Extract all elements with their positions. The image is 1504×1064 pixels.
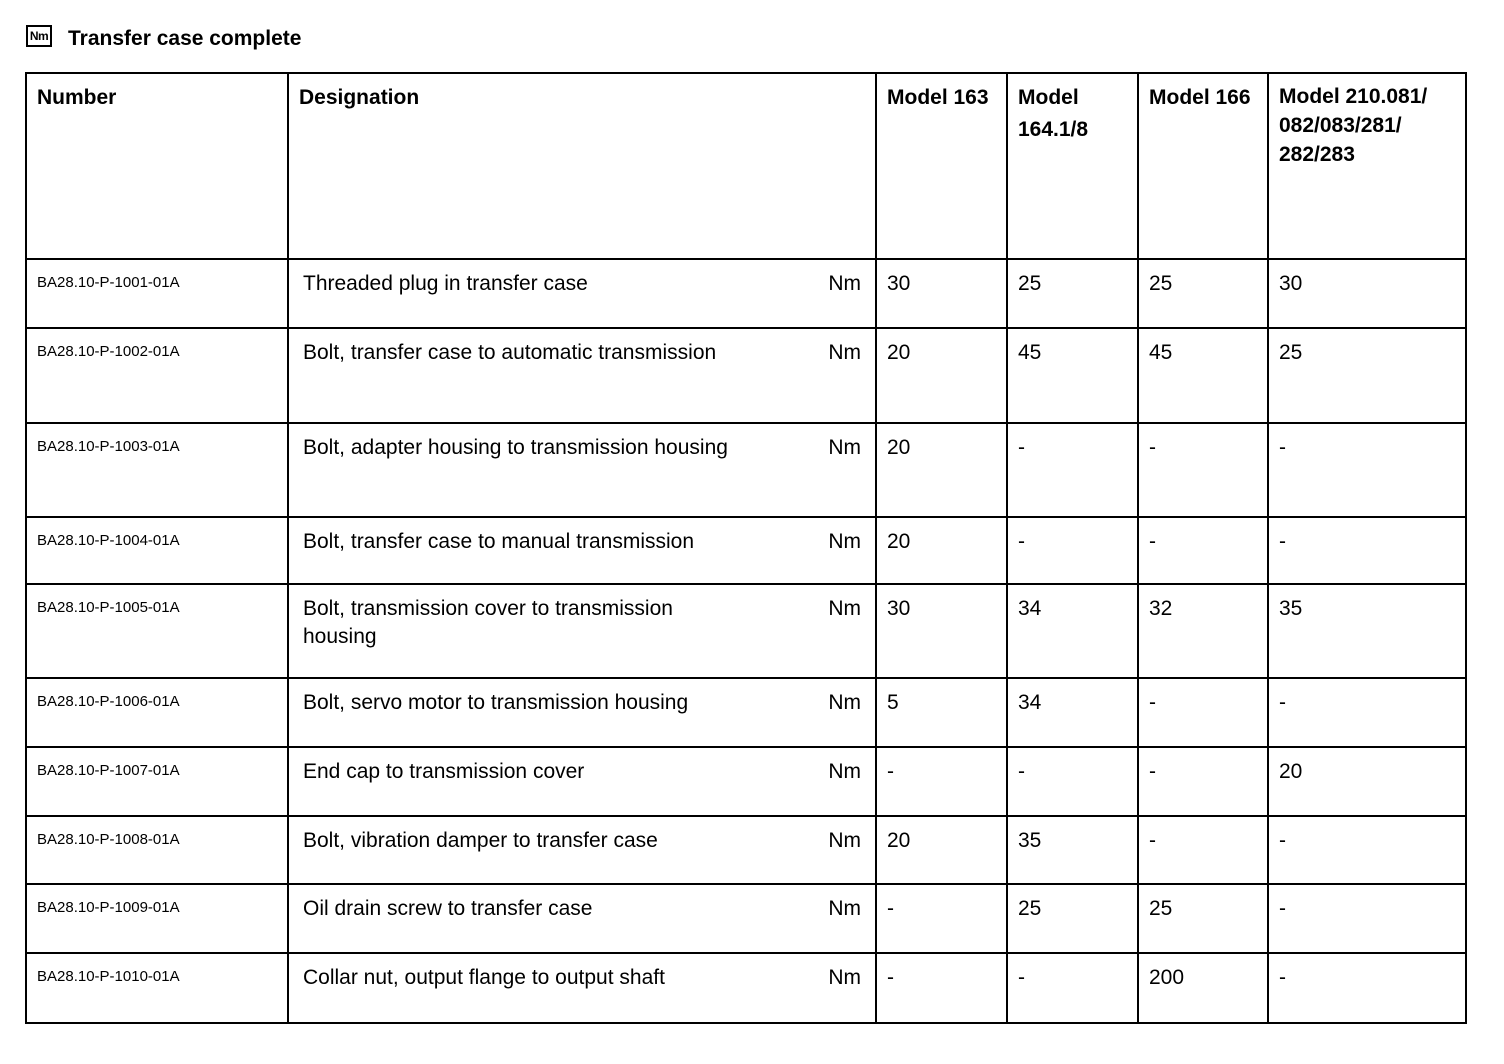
model-164-value: 45: [1007, 328, 1138, 423]
model-164-value: 25: [1007, 259, 1138, 328]
col-header-model-210: Model 210.081/ 082/083/281/ 282/283: [1268, 73, 1466, 259]
designation-text: Bolt, servo motor to transmission housing: [303, 691, 689, 714]
number-cell: BA28.10-P-1001-01A: [26, 259, 288, 328]
unit-label: Nm: [828, 597, 861, 620]
model-166-value: -: [1138, 816, 1268, 884]
table-row: [26, 747, 1466, 816]
table-row: [26, 328, 1466, 423]
model-166-value: 32: [1138, 584, 1268, 678]
number-cell: BA28.10-P-1008-01A: [26, 816, 288, 884]
model-210-value: 35: [1268, 584, 1466, 678]
model-210-value: -: [1268, 678, 1466, 747]
model-210-value: 20: [1268, 747, 1466, 816]
col-header-model-163: Model 163: [876, 73, 1007, 259]
model-164-value: 34: [1007, 584, 1138, 678]
model-210-value: 25: [1268, 328, 1466, 423]
model-210-value: -: [1268, 517, 1466, 584]
designation-cell: [288, 328, 876, 423]
model-163-value: -: [876, 747, 1007, 816]
designation-cell: [288, 259, 876, 328]
model-166-value: -: [1138, 517, 1268, 584]
unit-label: Nm: [828, 829, 861, 852]
number-cell: BA28.10-P-1009-01A: [26, 884, 288, 953]
model-164-value: 25: [1007, 884, 1138, 953]
designation-cell: [288, 816, 876, 884]
unit-label: Nm: [828, 760, 861, 783]
designation-cell: [288, 678, 876, 747]
designation-text: Bolt, transmission cover to transmission housing: [303, 597, 673, 648]
model-166-value: 200: [1138, 953, 1268, 1023]
unit-label: Nm: [828, 530, 861, 553]
number-cell: BA28.10-P-1006-01A: [26, 678, 288, 747]
designation-cell: [288, 517, 876, 584]
col-header-model-164: Model 164.1/8: [1007, 73, 1138, 259]
model-163-value: -: [876, 953, 1007, 1023]
number-cell: BA28.10-P-1010-01A: [26, 953, 288, 1023]
torque-table: [25, 72, 1467, 1024]
model-166-value: 25: [1138, 884, 1268, 953]
unit-label: Nm: [828, 897, 861, 920]
table-row: [26, 678, 1466, 747]
col-header-model-166: Model 166: [1138, 73, 1268, 259]
model-210-value: 30: [1268, 259, 1466, 328]
designation-cell: [288, 884, 876, 953]
number-cell: BA28.10-P-1003-01A: [26, 423, 288, 517]
designation-text: Bolt, adapter housing to transmission housing: [303, 436, 728, 459]
col-header-designation: Designation: [288, 73, 876, 259]
designation-text: Threaded plug in transfer case: [303, 272, 588, 295]
unit-label: Nm: [828, 436, 861, 459]
table-row: [26, 517, 1466, 584]
model-164-value: -: [1007, 747, 1138, 816]
model-166-value: 25: [1138, 259, 1268, 328]
designation-text: Collar nut, output flange to output shaft: [303, 966, 665, 989]
model-164-value: -: [1007, 517, 1138, 584]
table-row: [26, 259, 1466, 328]
model-210-value: -: [1268, 953, 1466, 1023]
page-header: [26, 24, 301, 54]
col-header-number: Number: [26, 73, 288, 259]
designation-text: Bolt, vibration damper to transfer case: [303, 829, 658, 852]
torque-nm-icon: Nm: [26, 25, 52, 47]
table-row: [26, 423, 1466, 517]
unit-label: Nm: [828, 341, 861, 364]
model-163-value: 20: [876, 517, 1007, 584]
model-164-value: -: [1007, 423, 1138, 517]
table-row: [26, 584, 1466, 678]
table-row: [26, 816, 1466, 884]
model-166-value: -: [1138, 747, 1268, 816]
designation-text: End cap to transmission cover: [303, 760, 585, 783]
model-210-value: -: [1268, 423, 1466, 517]
model-166-value: 45: [1138, 328, 1268, 423]
model-163-value: 30: [876, 259, 1007, 328]
number-cell: BA28.10-P-1005-01A: [26, 584, 288, 678]
number-cell: BA28.10-P-1004-01A: [26, 517, 288, 584]
model-163-value: 5: [876, 678, 1007, 747]
model-210-value: -: [1268, 816, 1466, 884]
model-163-value: 20: [876, 816, 1007, 884]
designation-text: Oil drain screw to transfer case: [303, 897, 593, 920]
number-cell: BA28.10-P-1002-01A: [26, 328, 288, 423]
number-cell: BA28.10-P-1007-01A: [26, 747, 288, 816]
unit-label: Nm: [828, 272, 861, 295]
designation-cell: [288, 584, 876, 678]
table-row: [26, 884, 1466, 953]
designation-cell: [288, 953, 876, 1023]
page-title: Transfer case complete: [68, 27, 302, 50]
designation-cell: [288, 747, 876, 816]
model-163-value: 20: [876, 328, 1007, 423]
model-163-value: 20: [876, 423, 1007, 517]
designation-text: Bolt, transfer case to automatic transmission: [303, 341, 717, 364]
table-row: [26, 953, 1466, 1023]
model-166-value: -: [1138, 423, 1268, 517]
designation-cell: [288, 423, 876, 517]
model-166-value: -: [1138, 678, 1268, 747]
model-210-value: -: [1268, 884, 1466, 953]
model-164-value: -: [1007, 953, 1138, 1023]
table-header-row: [26, 73, 1466, 259]
designation-text: Bolt, transfer case to manual transmission: [303, 530, 695, 553]
model-163-value: 30: [876, 584, 1007, 678]
model-164-value: 35: [1007, 816, 1138, 884]
model-164-value: 34: [1007, 678, 1138, 747]
model-163-value: -: [876, 884, 1007, 953]
unit-label: Nm: [828, 966, 861, 989]
unit-label: Nm: [828, 691, 861, 714]
